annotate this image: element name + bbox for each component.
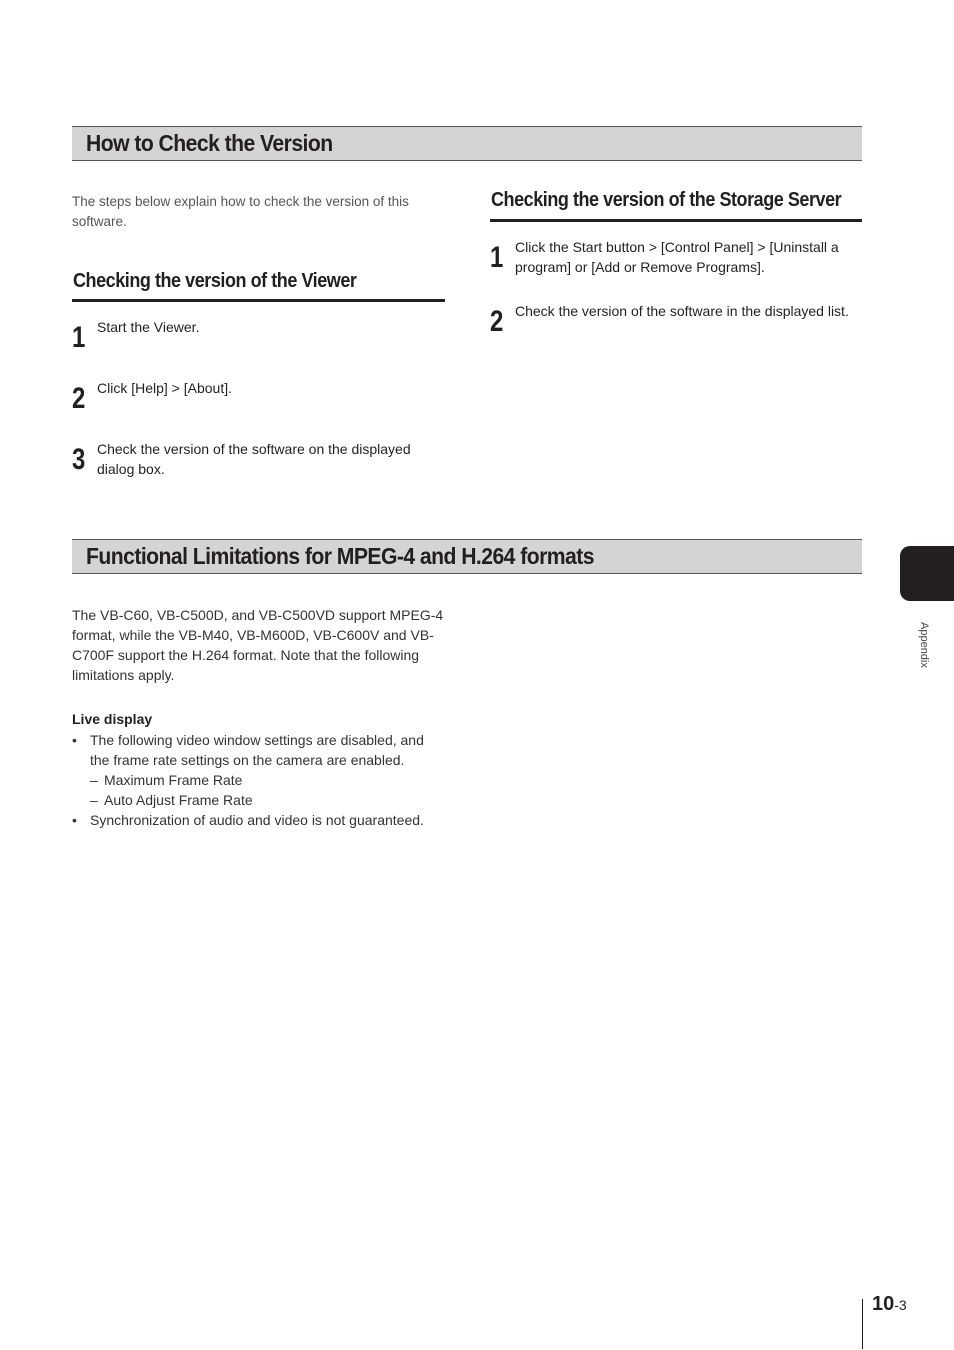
- step-number: 1: [72, 321, 86, 354]
- storage-heading-rule: [490, 219, 862, 222]
- sub-item-text: Auto Adjust Frame Rate: [104, 792, 253, 808]
- sub-item: [90, 790, 430, 810]
- step-number: 1: [490, 241, 504, 274]
- step-text: Check the version of the software in the displayed list.: [515, 303, 849, 319]
- step-text: Click [Help] > [About].: [97, 380, 233, 396]
- section-title: Functional Limitations for MPEG-4 and H.264 formats: [86, 543, 594, 569]
- page-number-rule: [862, 1299, 863, 1349]
- bullet-mark: •: [72, 812, 77, 828]
- section-header-limitations: [72, 539, 862, 574]
- section-title: How to Check the Version: [86, 130, 333, 156]
- step-number: 2: [490, 305, 504, 338]
- appendix-label: Appendix: [918, 622, 930, 668]
- page-subnumber: -3: [894, 1297, 907, 1313]
- sub-item-text: Maximum Frame Rate: [104, 772, 243, 788]
- chapter-tab: [900, 546, 954, 601]
- step-number: 3: [72, 443, 86, 476]
- dash-mark: –: [90, 792, 98, 808]
- page-number: [872, 1293, 907, 1316]
- bullet-text: Synchronization of audio and video is not guaranteed.: [90, 812, 424, 828]
- chapter-number: 10: [872, 1293, 895, 1315]
- sub-item: [90, 770, 430, 790]
- bullet-mark: •: [72, 732, 77, 748]
- step-number: 2: [72, 382, 86, 415]
- step-text: Check the version of the software on the displayed dialog box.: [97, 441, 411, 477]
- section-header-version: [72, 126, 862, 161]
- step-text: Start the Viewer.: [97, 319, 200, 335]
- viewer-heading-rule: [72, 299, 445, 302]
- live-display-heading: Live display: [72, 711, 153, 727]
- limitations-intro: The VB-C60, VB-C500D, and VB-C500VD support MPEG-4 format, while the VB-M40, VB-M600D, VB-C600V and VB-C700F support the H.264 format. Note that the following limitations apply.: [72, 607, 444, 683]
- storage-heading: Checking the version of the Storage Server: [491, 189, 842, 211]
- step-text: Click the Start button > [Control Panel] > [Uninstall a program] or [Add or Remove Programs].: [515, 239, 839, 275]
- bullet-text: The following video window settings are disabled, and the frame rate settings on the camera are enabled.: [90, 732, 424, 768]
- intro-text: The steps below explain how to check the version of this software.: [72, 194, 409, 229]
- bullet-item: [72, 730, 447, 770]
- dash-mark: –: [90, 772, 98, 788]
- viewer-heading: Checking the version of the Viewer: [73, 270, 357, 292]
- bullet-item: [72, 810, 447, 830]
